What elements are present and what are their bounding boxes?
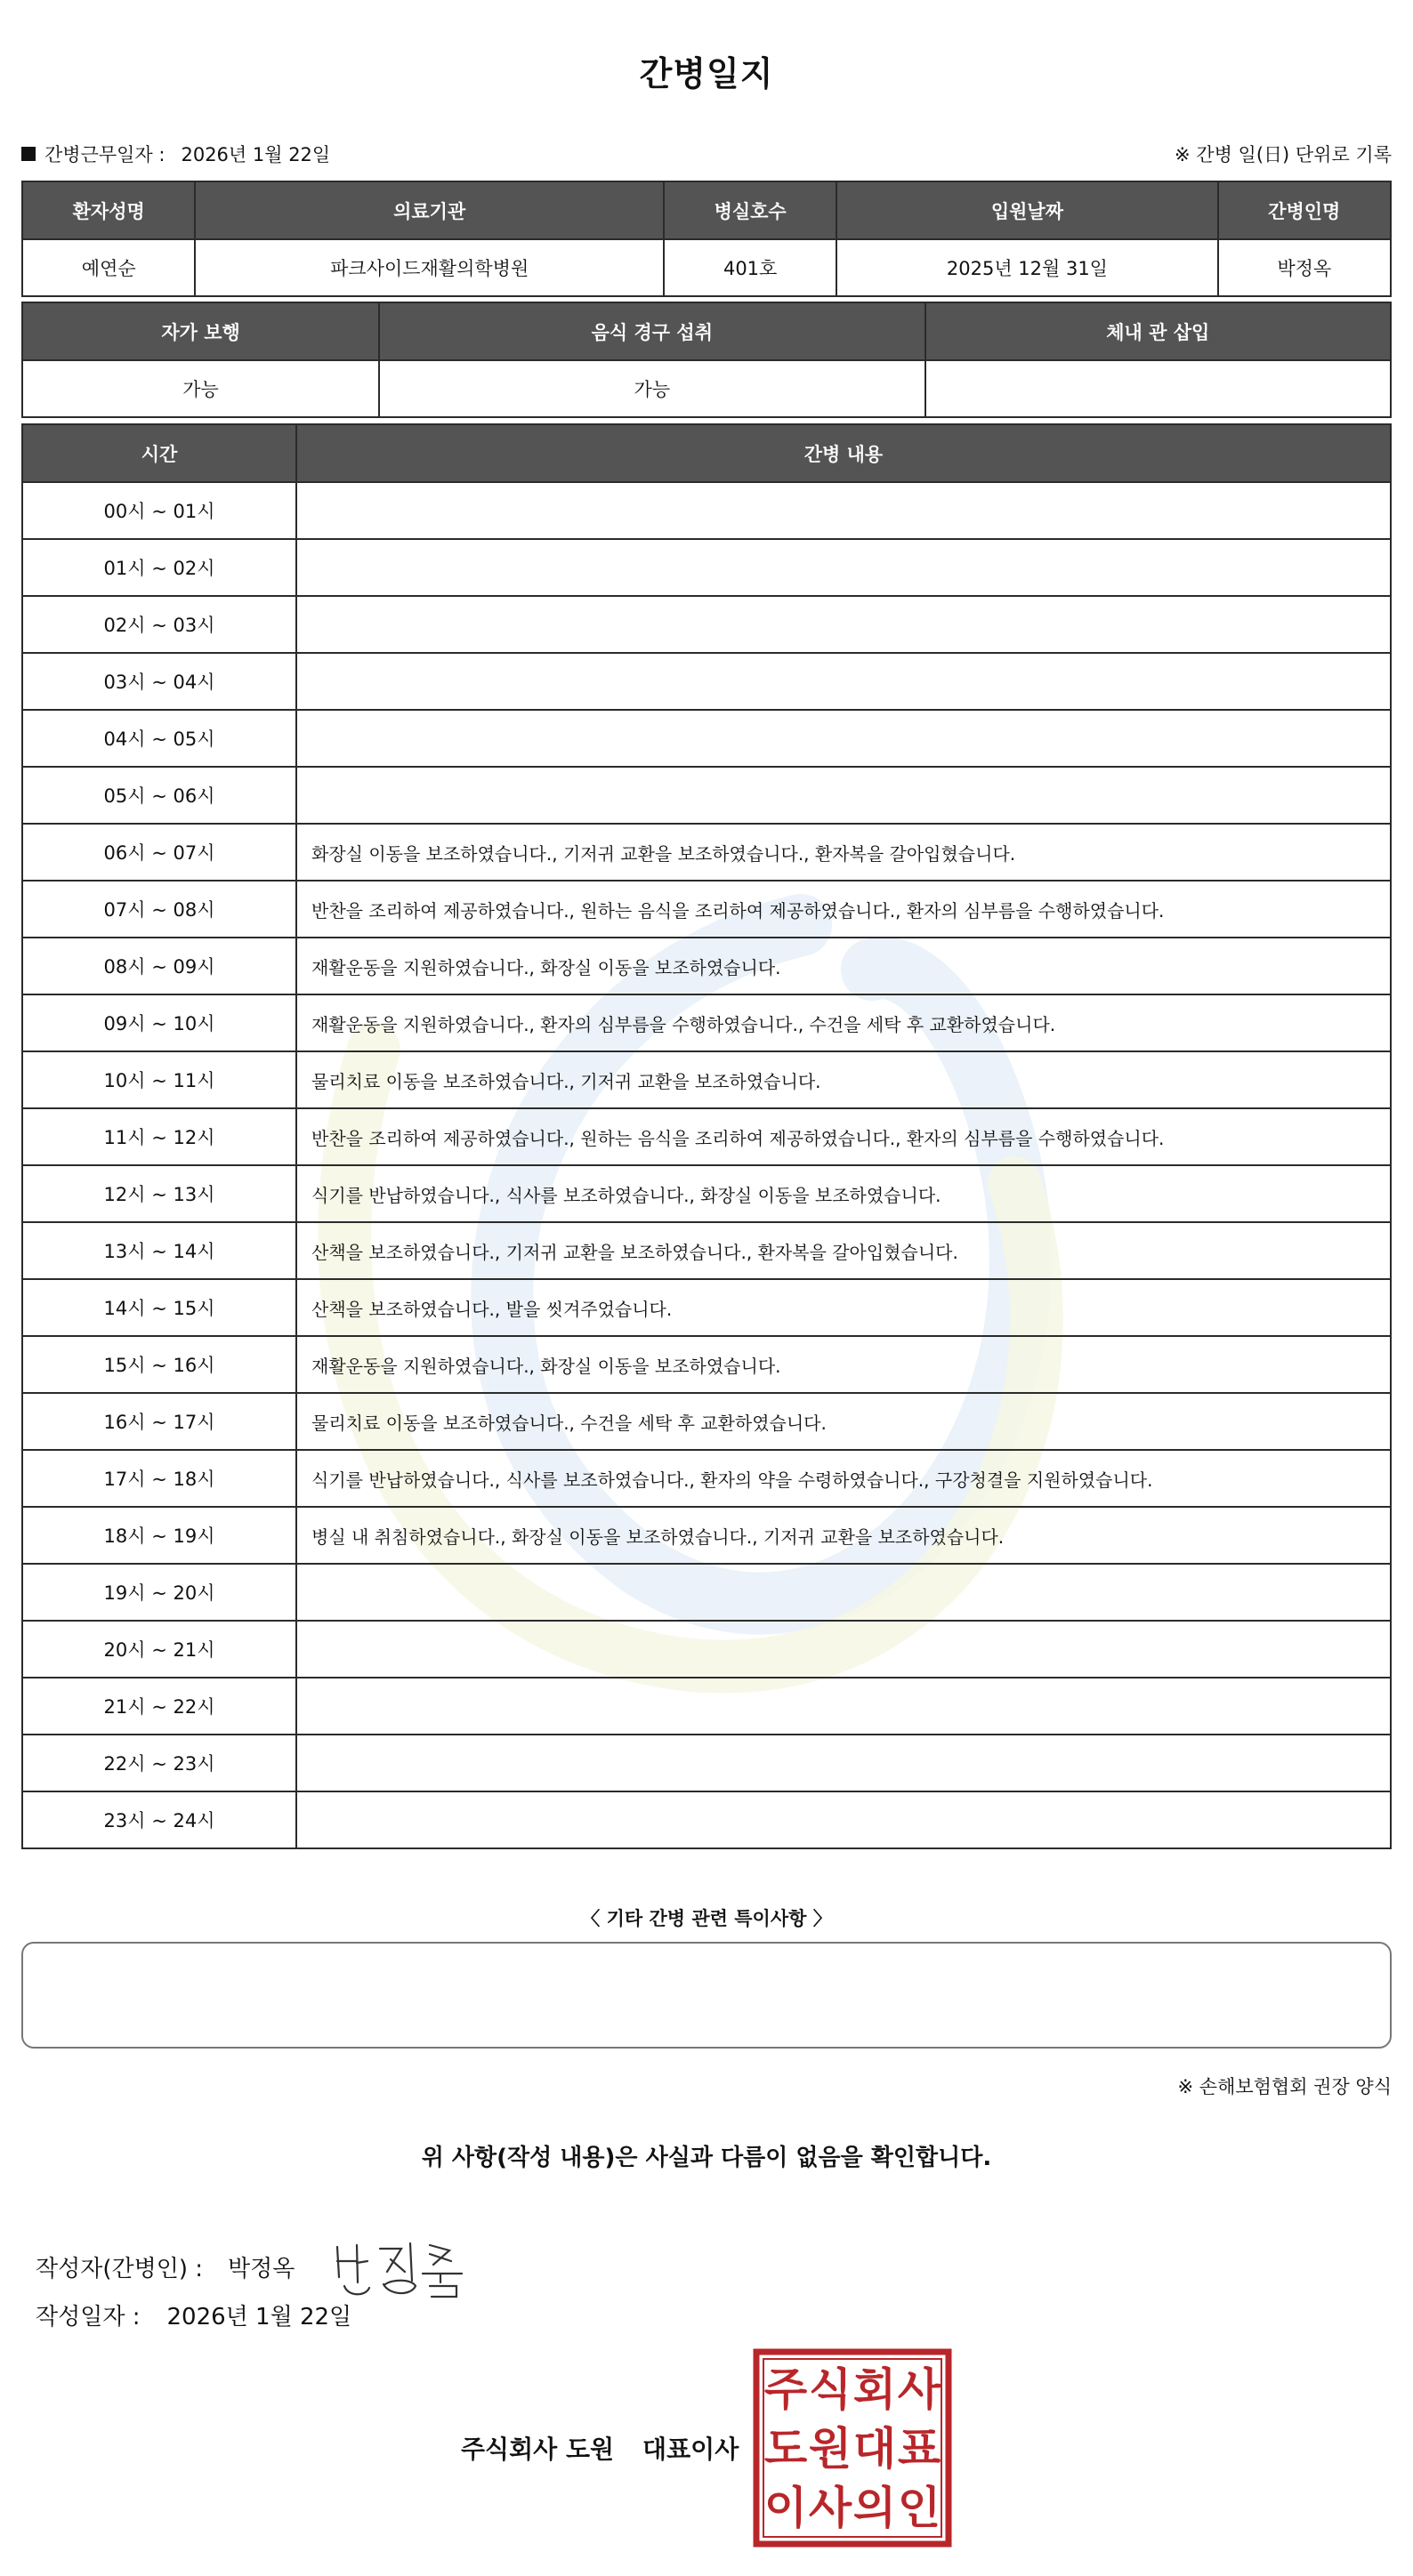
company-role: 대표이사 xyxy=(642,2435,739,2464)
log-content: 물리치료 이동을 보조하였습니다., 수건을 세탁 후 교환하였습니다. xyxy=(296,1393,1391,1450)
header-self-walking: 자가 보행 xyxy=(22,302,379,360)
log-content: 재활운동을 지원하였습니다., 화장실 이동을 보조하였습니다. xyxy=(296,1336,1391,1393)
caregiver-name: 박정옥 xyxy=(1218,239,1391,296)
work-date-block xyxy=(21,141,330,167)
log-time: 15시 ~ 16시 xyxy=(22,1336,296,1393)
header-room: 병실호수 xyxy=(664,181,836,239)
tube-insertion-value xyxy=(925,360,1391,417)
seal-character: 사 xyxy=(808,2482,852,2534)
header-caregiver: 간병인명 xyxy=(1218,181,1391,239)
log-time: 22시 ~ 23시 xyxy=(22,1735,296,1791)
header-tube-insertion: 체내 관 삽입 xyxy=(925,302,1391,360)
log-time: 05시 ~ 06시 xyxy=(22,767,296,824)
log-time: 09시 ~ 10시 xyxy=(22,994,296,1051)
meta-row xyxy=(21,138,1392,170)
patient-info-value-row xyxy=(22,239,1391,296)
header-care-content: 간병 내용 xyxy=(296,424,1391,482)
oral-intake-value: 가능 xyxy=(379,360,925,417)
patient-info-table xyxy=(21,181,1392,297)
patient-status-table xyxy=(21,302,1392,418)
table-row xyxy=(22,539,1391,596)
log-content: 식기를 반납하였습니다., 식사를 보조하였습니다., 환자의 약을 수령하였습니다., 구강청결을 지원하였습니다. xyxy=(296,1450,1391,1507)
table-row xyxy=(22,881,1391,938)
log-content: 식기를 반납하였습니다., 식사를 보조하였습니다., 화장실 이동을 보조하였습니다. xyxy=(296,1165,1391,1222)
table-row xyxy=(22,1165,1391,1222)
log-time: 06시 ~ 07시 xyxy=(22,824,296,881)
log-content xyxy=(296,1678,1391,1735)
table-row xyxy=(22,1621,1391,1678)
log-content: 재활운동을 지원하였습니다., 환자의 심부름을 수행하였습니다., 수건을 세탁 후 교환하였습니다. xyxy=(296,994,1391,1051)
log-content xyxy=(296,1564,1391,1621)
log-time: 17시 ~ 18시 xyxy=(22,1450,296,1507)
work-date-label: 간병근무일자 : xyxy=(44,144,166,165)
header-patient-name: 환자성명 xyxy=(22,181,195,239)
log-time: 02시 ~ 03시 xyxy=(22,596,296,653)
log-header-row xyxy=(22,424,1391,482)
status-value-row xyxy=(22,360,1391,417)
confirmation-statement: 위 사항(작성 내용)은 사실과 다름이 없음을 확인합니다. xyxy=(421,2145,992,2171)
seal-character: 도 xyxy=(763,2423,808,2475)
company-name: 주식회사 도원 xyxy=(461,2435,615,2464)
log-time: 10시 ~ 11시 xyxy=(22,1051,296,1108)
log-content: 재활운동을 지원하였습니다., 화장실 이동을 보조하였습니다. xyxy=(296,938,1391,994)
log-body xyxy=(22,482,1391,1848)
patient-info-header-row xyxy=(22,181,1391,239)
log-content xyxy=(296,653,1391,710)
table-row xyxy=(22,1564,1391,1621)
log-content xyxy=(296,710,1391,767)
seal-character: 의 xyxy=(852,2482,897,2534)
header-oral-intake: 음식 경구 섭취 xyxy=(379,302,925,360)
log-content xyxy=(296,767,1391,824)
seal-character: 사 xyxy=(897,2363,941,2416)
log-content: 병실 내 취침하였습니다., 화장실 이동을 보조하였습니다., 기저귀 교환을 보조하였습니다. xyxy=(296,1507,1391,1564)
table-row xyxy=(22,653,1391,710)
self-walking-value: 가능 xyxy=(22,360,379,417)
table-row xyxy=(22,1791,1391,1848)
patient-name: 예연순 xyxy=(22,239,195,296)
log-time: 19시 ~ 20시 xyxy=(22,1564,296,1621)
seal-character: 회 xyxy=(852,2363,897,2416)
seal-character: 식 xyxy=(808,2363,852,2416)
written-date-value: 2026년 1월 22일 xyxy=(166,2304,352,2330)
table-row xyxy=(22,1735,1391,1791)
table-row xyxy=(22,1678,1391,1735)
admission-date: 2025년 12월 31일 xyxy=(836,239,1217,296)
log-time: 18시 ~ 19시 xyxy=(22,1507,296,1564)
log-time: 14시 ~ 15시 xyxy=(22,1279,296,1336)
table-row xyxy=(22,1393,1391,1450)
header-admission-date: 입원날짜 xyxy=(836,181,1217,239)
table-row xyxy=(22,1279,1391,1336)
handwritten-signature xyxy=(330,2231,472,2302)
log-content: 산책을 보조하였습니다., 발을 씻겨주었습니다. xyxy=(296,1279,1391,1336)
log-content: 반찬을 조리하여 제공하였습니다., 원하는 음식을 조리하여 제공하였습니다., 환자의 심부름을 수행하였습니다. xyxy=(296,1108,1391,1165)
table-row xyxy=(22,1336,1391,1393)
seal-character: 주 xyxy=(763,2363,808,2416)
standard-form-note: ※ 손해보험협회 권장 양식 xyxy=(1177,2076,1392,2097)
seal-character: 이 xyxy=(763,2482,808,2534)
log-time: 03시 ~ 04시 xyxy=(22,653,296,710)
table-row xyxy=(22,1108,1391,1165)
written-date-row xyxy=(36,2298,351,2331)
log-content xyxy=(296,596,1391,653)
log-content xyxy=(296,1791,1391,1848)
writer-name: 박정옥 xyxy=(228,2255,295,2282)
status-header-row xyxy=(22,302,1391,360)
log-time: 00시 ~ 01시 xyxy=(22,482,296,539)
table-row xyxy=(22,1222,1391,1279)
log-content: 산책을 보조하였습니다., 기저귀 교환을 보조하였습니다., 환자복을 갈아입혔습니다. xyxy=(296,1222,1391,1279)
seal-character: 표 xyxy=(897,2423,941,2475)
log-time: 01시 ~ 02시 xyxy=(22,539,296,596)
log-time: 04시 ~ 05시 xyxy=(22,710,296,767)
log-time: 13시 ~ 14시 xyxy=(22,1222,296,1279)
log-time: 07시 ~ 08시 xyxy=(22,881,296,938)
table-row xyxy=(22,1051,1391,1108)
table-row xyxy=(22,994,1391,1051)
company-seal-stamp xyxy=(753,2348,952,2548)
log-time: 23시 ~ 24시 xyxy=(22,1791,296,1848)
table-row xyxy=(22,1450,1391,1507)
seal-character: 대 xyxy=(852,2423,897,2475)
notes-box xyxy=(21,1942,1392,2049)
notes-title: 〈 기타 간병 관련 특이사항 〉 xyxy=(581,1908,832,1929)
table-row xyxy=(22,482,1391,539)
company-signature-line xyxy=(461,2430,739,2466)
log-content xyxy=(296,1735,1391,1791)
log-content: 반찬을 조리하여 제공하였습니다., 원하는 음식을 조리하여 제공하였습니다., 환자의 심부름을 수행하였습니다. xyxy=(296,881,1391,938)
log-time: 21시 ~ 22시 xyxy=(22,1678,296,1735)
room-number: 401호 xyxy=(664,239,836,296)
log-content xyxy=(296,539,1391,596)
log-content xyxy=(296,482,1391,539)
seal-character: 원 xyxy=(808,2423,852,2475)
table-row xyxy=(22,767,1391,824)
log-time: 11시 ~ 12시 xyxy=(22,1108,296,1165)
log-content: 물리치료 이동을 보조하였습니다., 기저귀 교환을 보조하였습니다. xyxy=(296,1051,1391,1108)
table-row xyxy=(22,596,1391,653)
square-bullet-icon xyxy=(21,147,36,161)
log-time: 16시 ~ 17시 xyxy=(22,1393,296,1450)
log-content xyxy=(296,1621,1391,1678)
written-date-label: 작성일자 : xyxy=(36,2304,141,2330)
writer-label: 작성자(간병인) : xyxy=(36,2255,204,2282)
record-unit-note: ※ 간병 일(日) 단위로 기록 xyxy=(1175,144,1392,165)
log-time: 20시 ~ 21시 xyxy=(22,1621,296,1678)
log-time: 12시 ~ 13시 xyxy=(22,1165,296,1222)
hourly-care-log-table xyxy=(21,423,1392,1849)
work-date-value: 2026년 1월 22일 xyxy=(181,144,331,165)
table-row xyxy=(22,710,1391,767)
writer-row xyxy=(36,2231,472,2302)
hospital-name: 파크사이드재활의학병원 xyxy=(195,239,663,296)
table-row xyxy=(22,1507,1391,1564)
table-row xyxy=(22,938,1391,994)
table-row xyxy=(22,824,1391,881)
page-title: 간병일지 xyxy=(639,54,774,93)
log-time: 08시 ~ 09시 xyxy=(22,938,296,994)
log-content: 화장실 이동을 보조하였습니다., 기저귀 교환을 보조하였습니다., 환자복을 갈아입혔습니다. xyxy=(296,824,1391,881)
header-hospital: 의료기관 xyxy=(195,181,663,239)
seal-character: 인 xyxy=(897,2482,941,2534)
header-time: 시간 xyxy=(22,424,296,482)
